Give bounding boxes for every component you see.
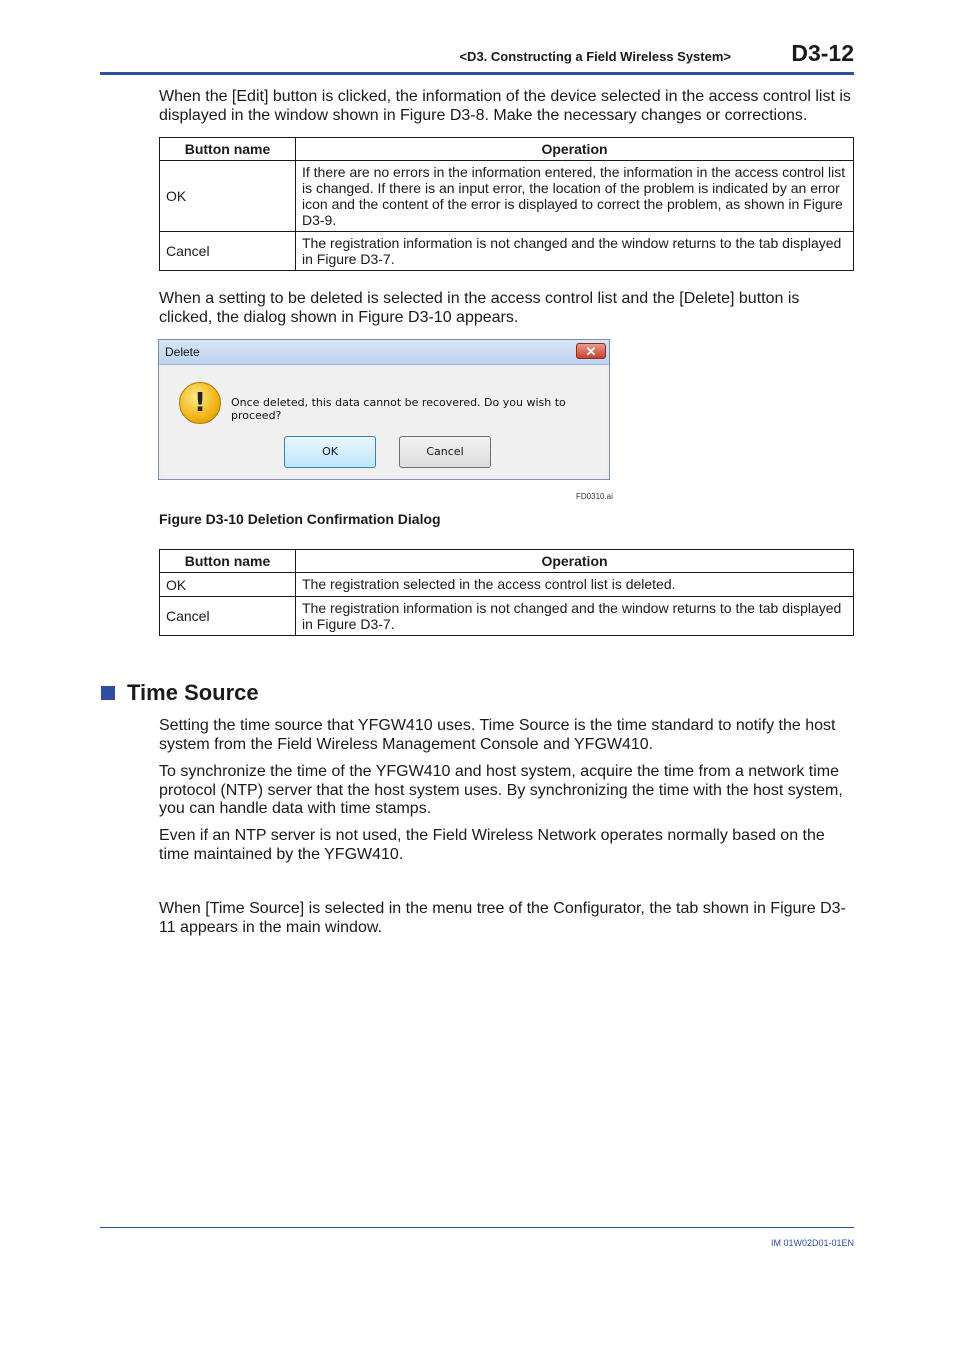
table-header-row <box>160 138 854 161</box>
table-row <box>160 573 854 597</box>
button-name-cell: Cancel <box>160 232 296 271</box>
ok-button[interactable]: OK <box>284 436 376 468</box>
delete-paragraph: When a setting to be deleted is selected in the access control list and the [Delete] button is clicked, the dialog shown in Figure D3-10 appears. <box>159 290 800 326</box>
table-header-row <box>160 550 854 573</box>
operation-cell: If there are no errors in the information entered, the information in the access control list is changed. If there is an input error, the location of the problem is indicated by an error icon and the content of the error is displayed to correct the problem, as shown in Figure D3-9. <box>296 161 854 232</box>
cancel-button[interactable]: Cancel <box>399 436 491 468</box>
edit-buttons-table <box>159 137 854 271</box>
section-paragraph: Even if an NTP server is not used, the Field Wireless Network operates normally based on the time maintained by the YFGW410. <box>159 827 825 863</box>
figure-file-id: FD0310.ai <box>576 492 613 501</box>
dialog-title: Delete <box>165 345 200 359</box>
delete-buttons-table <box>159 549 854 636</box>
footer-rule <box>100 1227 854 1228</box>
button-name-cell: OK <box>160 573 296 597</box>
button-name-cell: Cancel <box>160 597 296 636</box>
operation-cell: The registration information is not changed and the window returns to the tab displayed in Figure D3-7. <box>296 232 854 271</box>
dialog-message: Once deleted, this data cannot be recovered. Do you wish to proceed? <box>231 396 566 422</box>
column-header-operation: Operation <box>296 138 854 161</box>
page-number: D3-12 <box>791 40 854 66</box>
section-paragraph: To synchronize the time of the YFGW410 and host system, acquire the time from a network time protocol (NTP) server that the host system uses. By synchronizing the time with the host system, you can handle data with time stamps. <box>159 763 843 817</box>
close-icon[interactable]: ✕ <box>576 343 606 359</box>
dialog-title-bar <box>159 340 609 365</box>
section-bullet-icon <box>101 686 115 700</box>
intro-paragraph: When the [Edit] button is clicked, the information of the device selected in the access control list is displayed in the window shown in Figure D3-8. Make the necessary changes or corrections. <box>159 88 851 124</box>
section-paragraph: Setting the time source that YFGW410 uses. Time Source is the time standard to notify the host system from the Field Wireless Management Console and YFGW410. <box>159 717 836 753</box>
column-header-button-name: Button name <box>160 550 296 573</box>
chapter-title: <D3. Constructing a Field Wireless System> <box>459 49 731 64</box>
warning-icon: ! <box>179 382 221 424</box>
table-row <box>160 161 854 232</box>
operation-cell: The registration information is not changed and the window returns to the tab displayed in Figure D3-7. <box>296 597 854 636</box>
button-name-cell: OK <box>160 161 296 232</box>
column-header-operation: Operation <box>296 550 854 573</box>
section-paragraph: When [Time Source] is selected in the menu tree of the Configurator, the tab shown in Figure D3-11 appears in the main window. <box>159 900 846 936</box>
table-row <box>160 597 854 636</box>
figure-caption: Figure D3-10 Deletion Confirmation Dialog <box>159 511 441 527</box>
delete-dialog <box>158 339 610 480</box>
dialog-body <box>163 368 605 475</box>
table-row <box>160 232 854 271</box>
section-title: Time Source <box>127 680 259 705</box>
header-rule <box>100 72 854 75</box>
column-header-button-name: Button name <box>160 138 296 161</box>
operation-cell: The registration selected in the access control list is deleted. <box>296 573 854 597</box>
document-id: IM 01W02D01-01EN <box>770 1238 854 1248</box>
